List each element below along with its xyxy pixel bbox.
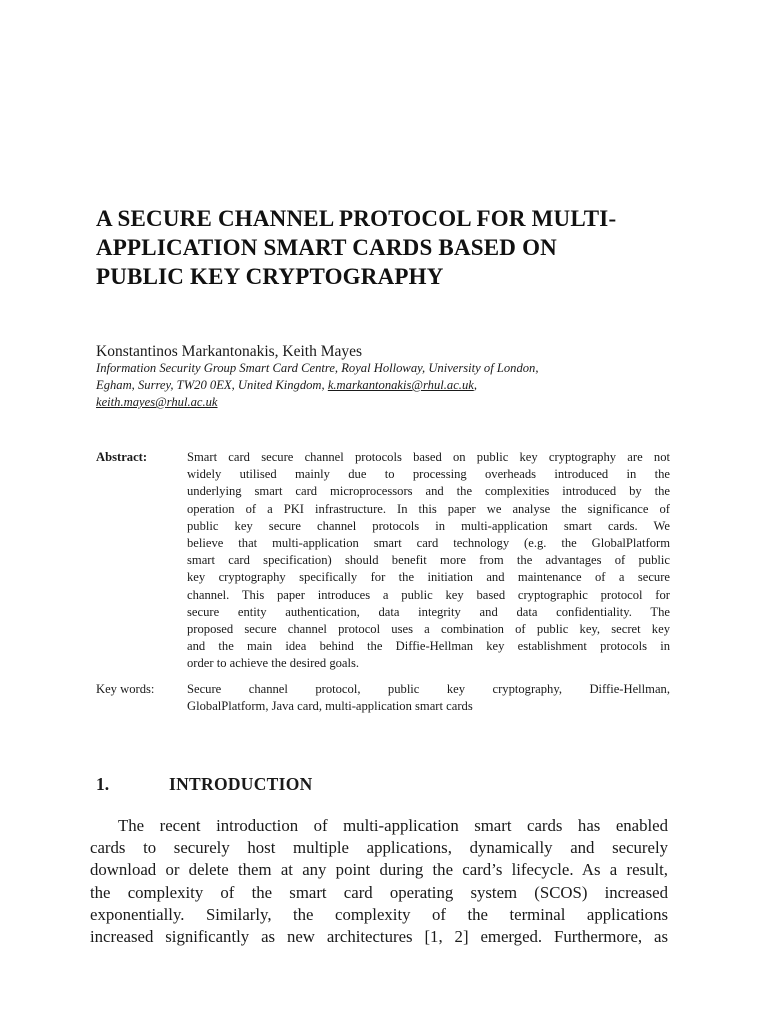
body-line: exponentially. Similarly, the complexity of the terminal applications (90, 904, 668, 924)
abstract-line: believe that multi-application smart card technology (e.g. the GlobalPlatform (187, 536, 670, 551)
body-line: the complexity of the smart card operating system (SCOS) increased (90, 882, 668, 902)
affiliation-address: Egham, Surrey, TW20 0EX, United Kingdom, (96, 378, 328, 392)
keywords-label: Key words: (96, 682, 155, 696)
paper-title (96, 204, 696, 291)
abstract-line: order to achieve the desired goals. (187, 656, 360, 671)
introduction-paragraph (90, 815, 668, 948)
title-line: PUBLIC KEY CRYPTOGRAPHY (96, 264, 444, 289)
affiliation-line: Information Security Group Smart Card Centre, Royal Holloway, University of London, (96, 361, 539, 375)
section-number: 1. (96, 774, 110, 794)
abstract-line: proposed secure channel protocol uses a combination of public key, secret key (187, 622, 670, 637)
title-line: A SECURE CHANNEL PROTOCOL FOR MULTI- (96, 206, 617, 231)
abstract-line: and the main idea behind the Diffie-Hellman key establishment protocols in (187, 639, 670, 654)
abstract-text (187, 449, 670, 673)
email-link-markantonakis[interactable]: k.markantonakis@rhul.ac.uk (327, 378, 474, 392)
body-line: The recent introduction of multi-application smart cards has enabled (118, 816, 668, 835)
abstract-line: underlying smart card microprocessors and the complexities introduced by the (187, 484, 670, 499)
abstract-line: channel. This paper introduces a public key based cryptographic protocol for (187, 587, 670, 602)
abstract-line: smart card specification) should benefit more from the advantages of public (187, 553, 670, 568)
abstract-label: Abstract: (96, 450, 148, 464)
body-line: download or delete them at any point during the card’s lifecycle. As a result, (90, 860, 668, 880)
authors: Konstantinos Markantonakis, Keith Mayes (96, 343, 363, 360)
abstract-line: public key secure channel protocols in multi-application smart cards. We (187, 518, 670, 533)
abstract-line: key cryptography specifically for the initiation and maintenance of a secure (187, 570, 670, 585)
keywords-line: Secure channel protocol, public key cryptography, Diffie-Hellman, (187, 682, 670, 696)
abstract-line: operation of a PKI infrastructure. In this paper we analyse the significance of (187, 501, 670, 516)
email-link-mayes[interactable]: keith.mayes@rhul.ac.uk (96, 395, 218, 409)
body-line: cards to securely host multiple applications, dynamically and securely (90, 838, 668, 858)
affiliation (96, 360, 656, 411)
email-separator: , (473, 378, 477, 392)
abstract-line: secure entity authentication, data integrity and data confidentiality. The (187, 604, 670, 619)
title-line: APPLICATION SMART CARDS BASED ON (96, 235, 557, 260)
affiliation-line-2 (96, 377, 656, 394)
affiliation-line-3 (96, 394, 656, 411)
section-title: INTRODUCTION (169, 774, 313, 794)
abstract-line: widely utilised mainly due to processing overheads introduced in the (187, 467, 670, 482)
keywords-text (187, 681, 670, 715)
body-line: increased significantly as new architectures [1, 2] emerged. Furthermore, as (90, 927, 668, 947)
abstract-line: Smart card secure channel protocols based on public key cryptography are not (187, 450, 670, 464)
keywords-line: GlobalPlatform, Java card, multi-application smart cards (187, 699, 473, 714)
